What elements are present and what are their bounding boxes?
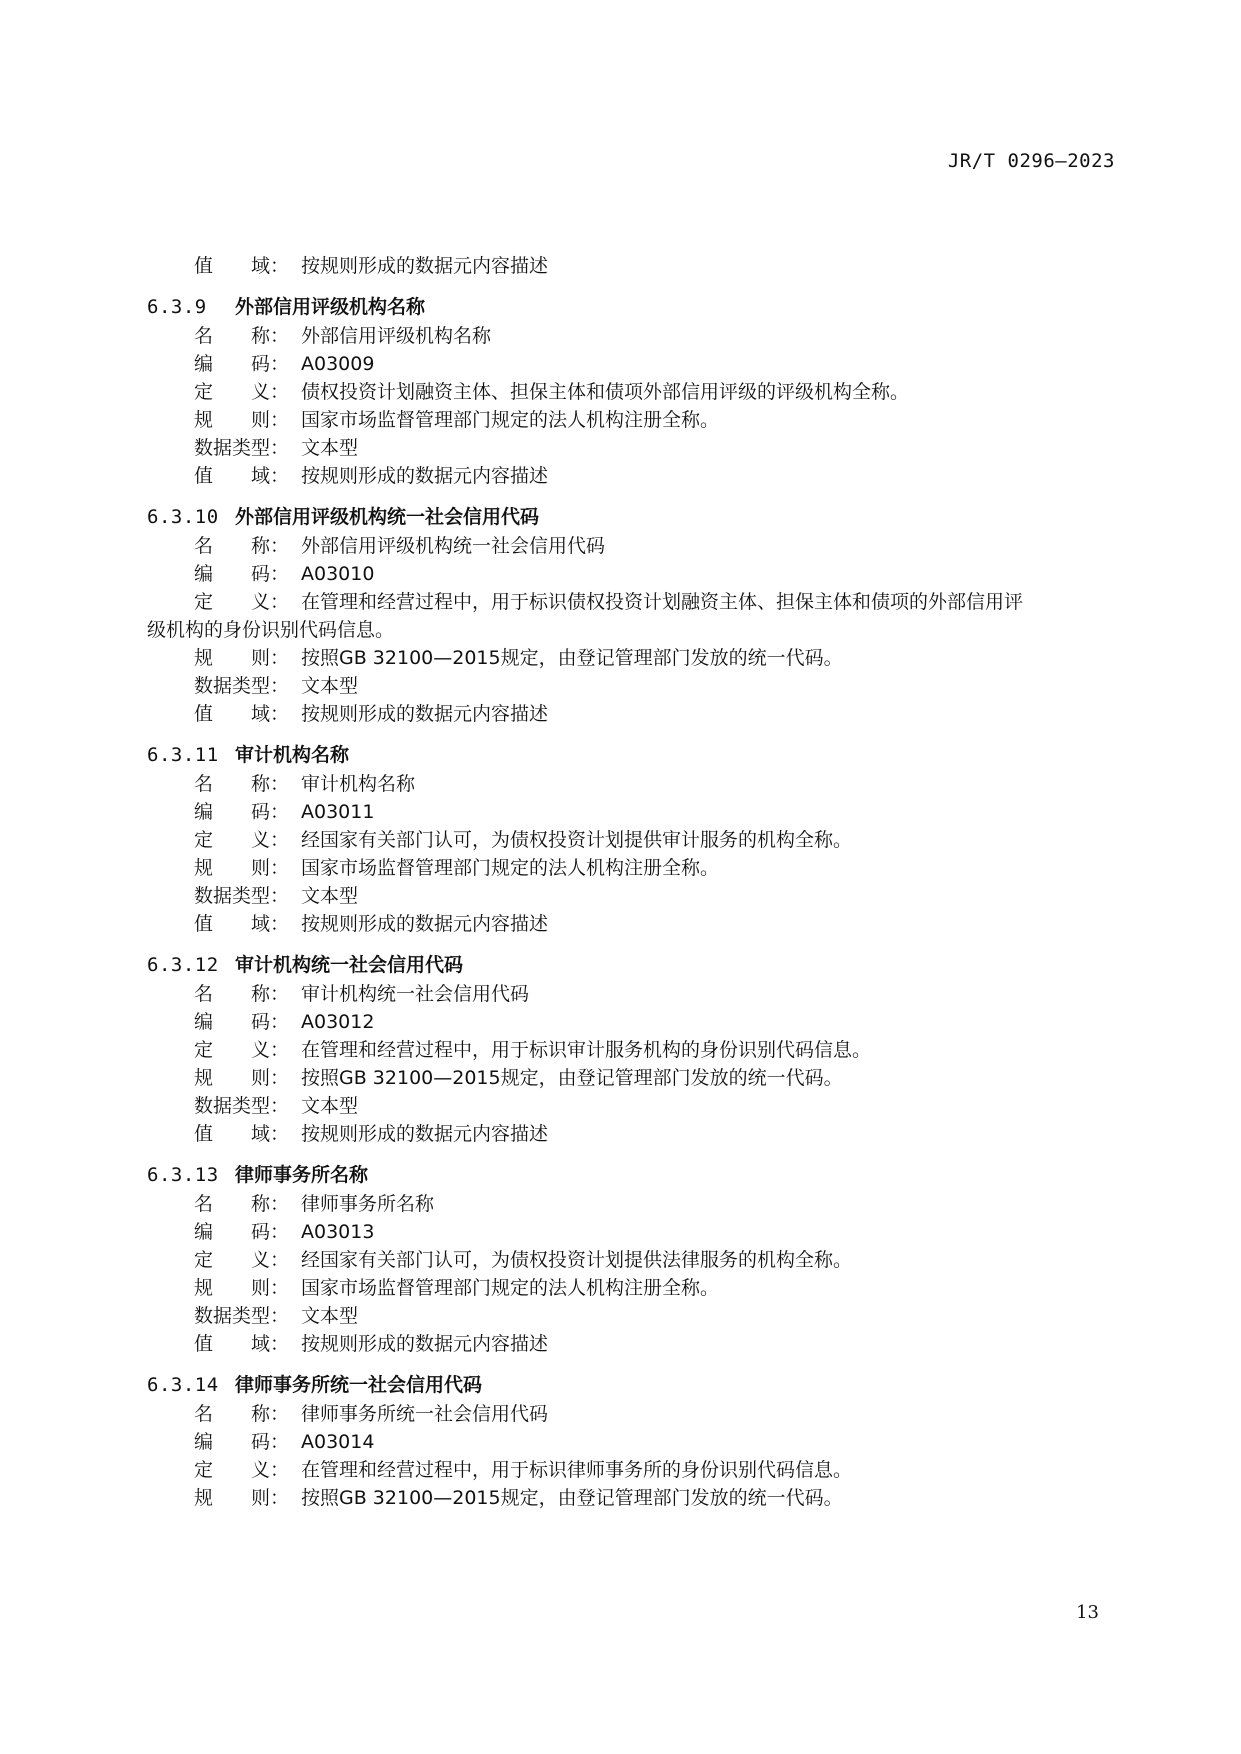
section-number: 6.3.12 — [147, 954, 219, 976]
field-label: 定 义： — [194, 591, 290, 613]
field-row-value-domain — [147, 252, 1121, 280]
field-row — [147, 1246, 1121, 1274]
field-label: 名 称： — [194, 1403, 290, 1425]
field-row — [147, 980, 1121, 1008]
field-value: 文本型 — [301, 885, 359, 907]
field-label: 值 域： — [194, 703, 290, 725]
field-value: 国家市场监督管理部门规定的法人机构注册全称。 — [301, 1277, 720, 1299]
field-label: 值 域： — [194, 255, 290, 277]
field-row — [147, 1400, 1121, 1428]
section-title: 律师事务所名称 — [235, 1164, 369, 1186]
field-label: 规 则： — [194, 409, 290, 431]
field-row — [147, 672, 1121, 700]
section-title: 审计机构统一社会信用代码 — [235, 954, 464, 976]
field-value: 审计机构名称 — [301, 773, 416, 795]
field-value: 按规则形成的数据元内容描述 — [301, 255, 549, 277]
section-heading — [147, 292, 1121, 322]
field-label: 编 码： — [194, 801, 290, 823]
field-row — [147, 350, 1121, 378]
field-label: 名 称： — [194, 1193, 290, 1215]
field-row — [147, 1330, 1121, 1358]
field-label: 数据类型： — [194, 437, 290, 459]
field-value: 律师事务所名称 — [301, 1193, 435, 1215]
field-label: 数据类型： — [194, 1095, 290, 1117]
field-label: 值 域： — [194, 1333, 290, 1355]
field-value: 国家市场监督管理部门规定的法人机构注册全称。 — [301, 409, 720, 431]
field-row — [147, 378, 1121, 406]
section-heading — [147, 1160, 1121, 1190]
field-value: 文本型 — [301, 1305, 359, 1327]
section-title: 外部信用评级机构统一社会信用代码 — [235, 506, 540, 528]
field-row — [147, 1008, 1121, 1036]
field-label: 名 称： — [194, 983, 290, 1005]
field-row — [147, 588, 1121, 616]
section-number: 6.3.10 — [147, 506, 219, 528]
field-row — [147, 1036, 1121, 1064]
field-label: 规 则： — [194, 1487, 290, 1509]
field-value: A03009 — [301, 353, 375, 375]
field-value: A03011 — [301, 801, 375, 823]
field-row — [147, 1428, 1121, 1456]
field-row — [147, 560, 1121, 588]
field-label: 规 则： — [194, 1067, 290, 1089]
field-label: 定 义： — [194, 381, 290, 403]
field-label: 名 称： — [194, 773, 290, 795]
field-row — [147, 882, 1121, 910]
field-row — [147, 826, 1121, 854]
field-value: 律师事务所统一社会信用代码 — [301, 1403, 549, 1425]
field-value: 外部信用评级机构名称 — [301, 325, 492, 347]
section-number: 6.3.13 — [147, 1164, 219, 1186]
field-label: 数据类型： — [194, 885, 290, 907]
field-label: 编 码： — [194, 1431, 290, 1453]
field-row — [147, 1190, 1121, 1218]
field-row — [147, 1302, 1121, 1330]
field-label: 编 码： — [194, 1011, 290, 1033]
field-value: 在管理和经营过程中，用于标识律师事务所的身份识别代码信息。 — [301, 1459, 853, 1481]
sections-container — [147, 292, 1121, 1512]
field-label: 定 义： — [194, 1459, 290, 1481]
field-value: 按照GB 32100—2015规定，由登记管理部门发放的统一代码。 — [301, 647, 843, 669]
field-value: 按规则形成的数据元内容描述 — [301, 913, 549, 935]
field-value: 按规则形成的数据元内容描述 — [301, 465, 549, 487]
field-label: 规 则： — [194, 857, 290, 879]
field-row — [147, 1456, 1121, 1484]
field-label: 数据类型： — [194, 1305, 290, 1327]
field-label: 定 义： — [194, 1249, 290, 1271]
field-value: 文本型 — [301, 675, 359, 697]
field-value: 在管理和经营过程中，用于标识审计服务机构的身份识别代码信息。 — [301, 1039, 872, 1061]
field-label: 规 则： — [194, 647, 290, 669]
field-label: 规 则： — [194, 1277, 290, 1299]
field-value: 经国家有关部门认可，为债权投资计划提供法律服务的机构全称。 — [301, 1249, 853, 1271]
field-value: 外部信用评级机构统一社会信用代码 — [301, 535, 606, 557]
field-value: A03013 — [301, 1221, 375, 1243]
page-number: 13 — [1076, 1602, 1099, 1623]
field-row — [147, 910, 1121, 938]
field-label: 定 义： — [194, 1039, 290, 1061]
section-heading — [147, 502, 1121, 532]
section-heading — [147, 950, 1121, 980]
field-label: 值 域： — [194, 913, 290, 935]
section-title: 审计机构名称 — [235, 744, 350, 766]
field-value: 债权投资计划融资主体、担保主体和债项外部信用评级的评级机构全称。 — [301, 381, 910, 403]
field-value: 经国家有关部门认可，为债权投资计划提供审计服务的机构全称。 — [301, 829, 853, 851]
field-row — [147, 1218, 1121, 1246]
field-value-continuation: 级机构的身份识别代码信息。 — [147, 619, 395, 641]
field-value: 文本型 — [301, 437, 359, 459]
field-row — [147, 700, 1121, 728]
field-row — [147, 854, 1121, 882]
field-value: 按规则形成的数据元内容描述 — [301, 703, 549, 725]
field-label: 名 称： — [194, 325, 290, 347]
field-row — [147, 798, 1121, 826]
section-title: 律师事务所统一社会信用代码 — [235, 1374, 483, 1396]
field-label: 编 码： — [194, 1221, 290, 1243]
field-value: 国家市场监督管理部门规定的法人机构注册全称。 — [301, 857, 720, 879]
document-body — [147, 252, 1121, 1512]
field-value: 文本型 — [301, 1095, 359, 1117]
field-label: 定 义： — [194, 829, 290, 851]
field-value: 按规则形成的数据元内容描述 — [301, 1333, 549, 1355]
section-number: 6.3.11 — [147, 744, 219, 766]
field-value: 审计机构统一社会信用代码 — [301, 983, 530, 1005]
field-row — [147, 462, 1121, 490]
field-row — [147, 644, 1121, 672]
section-number: 6.3.9 — [147, 296, 207, 318]
field-label: 值 域： — [194, 465, 290, 487]
field-row — [147, 322, 1121, 350]
field-label: 值 域： — [194, 1123, 290, 1145]
field-row — [147, 1484, 1121, 1512]
section-heading — [147, 740, 1121, 770]
field-label: 名 称： — [194, 535, 290, 557]
field-label: 编 码： — [194, 563, 290, 585]
field-value: 按照GB 32100—2015规定，由登记管理部门发放的统一代码。 — [301, 1487, 843, 1509]
field-row — [147, 434, 1121, 462]
field-value: 按规则形成的数据元内容描述 — [301, 1123, 549, 1145]
field-row — [147, 406, 1121, 434]
section-heading — [147, 1370, 1121, 1400]
field-row — [147, 532, 1121, 560]
field-value: 在管理和经营过程中，用于标识债权投资计划融资主体、担保主体和债项的外部信用评 — [301, 591, 1024, 613]
section-title: 外部信用评级机构名称 — [235, 296, 426, 318]
section-number: 6.3.14 — [147, 1374, 219, 1396]
field-row — [147, 1120, 1121, 1148]
field-label: 编 码： — [194, 353, 290, 375]
field-label: 数据类型： — [194, 675, 290, 697]
field-row — [147, 1274, 1121, 1302]
field-value: 按照GB 32100—2015规定，由登记管理部门发放的统一代码。 — [301, 1067, 843, 1089]
field-row — [147, 1092, 1121, 1120]
field-value: A03014 — [301, 1431, 375, 1453]
field-value: A03012 — [301, 1011, 375, 1033]
field-value: A03010 — [301, 563, 375, 585]
field-row — [147, 770, 1121, 798]
standard-code-header: JR/T 0296—2023 — [947, 150, 1115, 172]
field-row — [147, 1064, 1121, 1092]
